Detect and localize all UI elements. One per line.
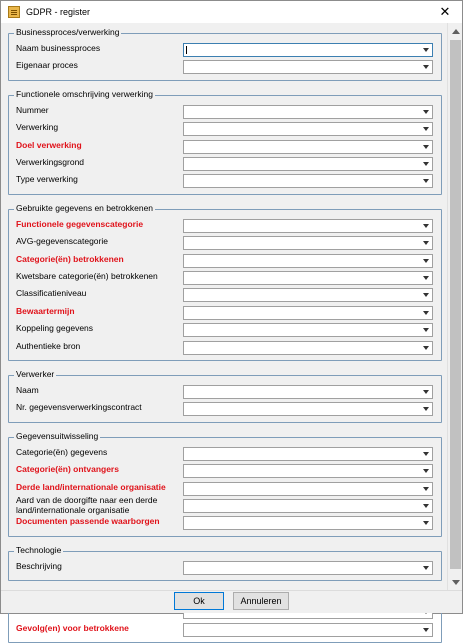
field-label: Beschrijving bbox=[16, 560, 62, 571]
chevron-down-icon[interactable] bbox=[423, 276, 429, 280]
group-title: Businessproces/verwerking bbox=[16, 27, 120, 37]
field-label: Verwerking bbox=[16, 122, 59, 133]
form-row bbox=[9, 304, 441, 321]
field-label: Koppeling gegevens bbox=[16, 323, 94, 334]
field-combobox[interactable] bbox=[183, 385, 433, 399]
field-combobox[interactable] bbox=[183, 105, 433, 119]
field-combobox[interactable] bbox=[183, 219, 433, 233]
chevron-down-icon[interactable] bbox=[423, 48, 429, 52]
form-row bbox=[9, 103, 441, 120]
chevron-down-icon[interactable] bbox=[423, 293, 429, 297]
field-combobox[interactable] bbox=[183, 236, 433, 250]
field-combobox[interactable] bbox=[183, 323, 433, 337]
field-label: Doel verwerking bbox=[16, 139, 82, 150]
text-cursor bbox=[186, 46, 187, 54]
group-title: Verwerker bbox=[16, 369, 55, 379]
field-combobox[interactable] bbox=[183, 623, 433, 637]
field-combobox[interactable] bbox=[183, 157, 433, 171]
chevron-down-icon[interactable] bbox=[423, 521, 429, 525]
form-row bbox=[9, 462, 441, 479]
field-label: Classificatieniveau bbox=[16, 288, 87, 299]
field-label: Functionele gegevenscategorie bbox=[16, 218, 144, 229]
field-combobox[interactable] bbox=[183, 499, 433, 513]
field-combobox[interactable] bbox=[183, 447, 433, 461]
field-label: AVG-gegevenscategorie bbox=[16, 236, 108, 247]
field-combobox[interactable] bbox=[183, 341, 433, 355]
title-bar bbox=[1, 1, 462, 23]
chevron-down-icon[interactable] bbox=[423, 110, 429, 114]
form-row bbox=[9, 400, 441, 417]
group-3 bbox=[8, 369, 442, 423]
field-label: Bewaartermijn bbox=[16, 305, 75, 316]
field-label: Nummer bbox=[16, 104, 49, 115]
form-row bbox=[9, 234, 441, 251]
field-label: Kwetsbare categorie(ën) betrokkenen bbox=[16, 270, 158, 281]
scrollbar-thumb[interactable] bbox=[450, 40, 461, 569]
group-1 bbox=[8, 88, 442, 195]
group-title: Functionele omschrijving verwerking bbox=[16, 88, 154, 99]
form-row bbox=[9, 514, 441, 531]
field-combobox[interactable] bbox=[183, 464, 433, 478]
field-combobox[interactable] bbox=[183, 271, 433, 285]
window-title: GDPR - register bbox=[26, 7, 91, 17]
field-label: Nr. gegevensverwerkingscontract bbox=[16, 402, 142, 413]
form-row bbox=[9, 155, 441, 172]
chevron-down-icon[interactable] bbox=[423, 628, 429, 632]
field-combobox[interactable] bbox=[183, 60, 433, 74]
chevron-down-icon[interactable] bbox=[423, 407, 429, 411]
field-label: Eigenaar proces bbox=[16, 60, 78, 71]
field-combobox[interactable] bbox=[183, 122, 433, 136]
field-combobox[interactable] bbox=[183, 140, 433, 154]
form-row bbox=[9, 383, 441, 400]
field-combobox[interactable] bbox=[183, 561, 433, 575]
group-title: Technologie bbox=[16, 544, 62, 555]
field-label: Verwerkingsgrond bbox=[16, 156, 85, 167]
scroll-down-icon[interactable] bbox=[448, 574, 463, 590]
form-row bbox=[9, 494, 441, 515]
chevron-down-icon[interactable] bbox=[423, 504, 429, 508]
form-row bbox=[9, 120, 441, 137]
field-combobox[interactable] bbox=[183, 254, 433, 268]
chevron-down-icon[interactable] bbox=[423, 487, 429, 491]
form-row bbox=[9, 217, 441, 234]
form-row bbox=[9, 58, 441, 75]
chevron-down-icon[interactable] bbox=[423, 390, 429, 394]
field-combobox[interactable] bbox=[183, 402, 433, 416]
field-combobox[interactable] bbox=[183, 516, 433, 530]
field-label: Authentieke bron bbox=[16, 340, 81, 351]
form-row bbox=[9, 621, 441, 638]
form-row bbox=[9, 172, 441, 189]
group-2 bbox=[8, 202, 442, 361]
chevron-down-icon[interactable] bbox=[423, 566, 429, 570]
field-label: Derde land/internationale organisatie bbox=[16, 481, 166, 492]
chevron-down-icon[interactable] bbox=[423, 179, 429, 183]
field-combobox[interactable] bbox=[183, 288, 433, 302]
form-row bbox=[9, 269, 441, 286]
chevron-down-icon[interactable] bbox=[423, 65, 429, 69]
chevron-down-icon[interactable] bbox=[423, 224, 429, 228]
ok-button[interactable]: Ok bbox=[174, 592, 224, 610]
field-label: Type verwerking bbox=[16, 174, 78, 185]
cancel-button[interactable]: Annuleren bbox=[233, 592, 289, 610]
form-icon bbox=[8, 6, 20, 18]
field-label: Aard van de doorgifte naar een derde land/internationale organisatie bbox=[16, 494, 158, 515]
field-label: Categorie(ën) gegevens bbox=[16, 446, 108, 457]
chevron-down-icon[interactable] bbox=[423, 346, 429, 350]
dialog-footer bbox=[1, 590, 462, 613]
form-row bbox=[9, 41, 441, 58]
field-combobox[interactable] bbox=[183, 174, 433, 188]
group-0 bbox=[8, 27, 442, 81]
field-label: Categorie(ën) betrokkenen bbox=[16, 253, 124, 264]
group-title: Gebruikte gegevens en betrokkenen bbox=[16, 202, 154, 213]
group-4 bbox=[8, 430, 442, 537]
field-label: Gevolg(en) voor betrokkene bbox=[16, 622, 129, 633]
field-label: Categorie(ën) ontvangers bbox=[16, 464, 119, 475]
field-combobox[interactable] bbox=[183, 306, 433, 320]
chevron-down-icon[interactable] bbox=[423, 127, 429, 131]
form-row bbox=[9, 339, 441, 356]
chevron-down-icon[interactable] bbox=[423, 469, 429, 473]
vertical-scrollbar[interactable] bbox=[447, 23, 462, 590]
group-title: Gegevensuitwisseling bbox=[16, 430, 99, 441]
form-row bbox=[9, 321, 441, 338]
field-label: Documenten passende waarborgen bbox=[16, 516, 160, 527]
field-combobox[interactable] bbox=[183, 482, 433, 496]
chevron-down-icon[interactable] bbox=[423, 162, 429, 166]
form-row bbox=[9, 286, 441, 303]
chevron-down-icon[interactable] bbox=[423, 311, 429, 315]
form-row bbox=[9, 138, 441, 155]
chevron-down-icon[interactable] bbox=[423, 145, 429, 149]
scroll-up-icon[interactable] bbox=[448, 23, 463, 39]
close-icon[interactable]: ✕ bbox=[439, 4, 451, 19]
chevron-down-icon[interactable] bbox=[423, 328, 429, 332]
field-label: Naam bbox=[16, 385, 39, 395]
group-5 bbox=[8, 544, 442, 581]
chevron-down-icon[interactable] bbox=[423, 259, 429, 263]
form-row bbox=[9, 252, 441, 269]
chevron-down-icon[interactable] bbox=[423, 452, 429, 456]
form-row bbox=[9, 445, 441, 462]
chevron-down-icon[interactable] bbox=[423, 241, 429, 245]
field-combobox[interactable] bbox=[183, 43, 433, 57]
field-label: Naam businessproces bbox=[16, 43, 101, 53]
form-row bbox=[9, 559, 441, 576]
